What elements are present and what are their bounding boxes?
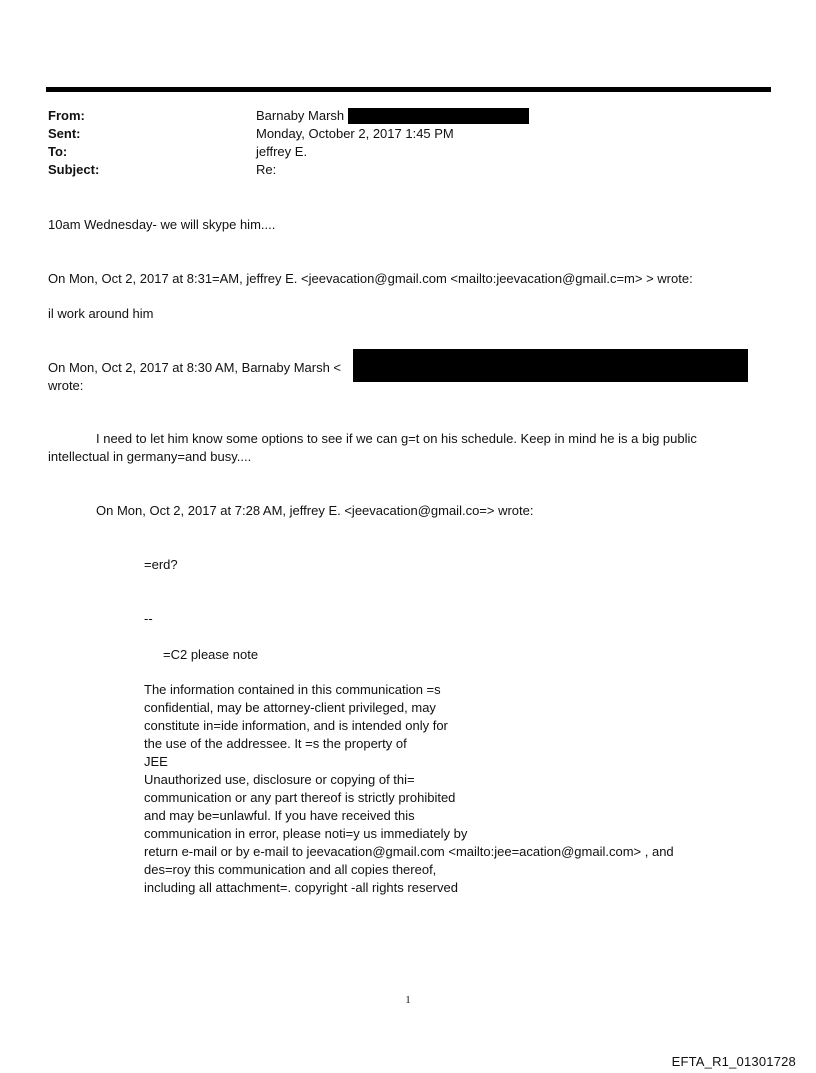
quote2-text-line1: I need to let him know some options to see if we can g=t on his schedule. Keep in mind he is a big public: [96, 431, 697, 446]
disclaimer-line: the use of the addressee. It =s the property of: [144, 736, 407, 751]
document-id: EFTA_R1_01301728: [671, 1054, 796, 1069]
signature-separator: --: [144, 611, 153, 626]
disclaimer-line: confidential, may be attorney-client privileged, may: [144, 700, 436, 715]
reply-line: 10am Wednesday- we will skype him....: [48, 217, 276, 232]
to-label: To:: [48, 144, 68, 159]
subject-value: Re:: [256, 162, 277, 177]
disclaimer-line: and may be=unlawful. If you have received this: [144, 808, 415, 823]
disclaimer-line: Unauthorized use, disclosure or copying of thi=: [144, 772, 415, 787]
sent-value: Monday, October 2, 2017 1:45 PM: [256, 126, 454, 141]
quote1-text: il work around him: [48, 306, 154, 321]
disclaimer-line: constitute in=ide information, and is intended only for: [144, 718, 448, 733]
disclaimer-line: communication or any part thereof is strictly prohibited: [144, 790, 456, 805]
please-note: =C2 please note: [163, 647, 259, 662]
from-label: From:: [48, 108, 85, 123]
quote2-header-line2: wrote:: [48, 378, 84, 393]
disclaimer-line: including all attachment=. copyright -all rights reserved: [144, 880, 458, 895]
redaction-box: [348, 108, 529, 124]
to-value: jeffrey E.: [256, 144, 308, 159]
quote2-text-line2: intellectual in germany=and busy....: [48, 449, 252, 464]
quote3-header: On Mon, Oct 2, 2017 at 7:28 AM, jeffrey E. <jeevacation@gmail.co=> wrote:: [96, 503, 534, 518]
subject-label: Subject:: [48, 162, 100, 177]
header-rule: [46, 87, 771, 92]
quote3-text: =erd?: [144, 557, 178, 572]
disclaimer-line: JEE: [144, 754, 168, 769]
disclaimer-line: return e-mail or by e-mail to jeevacation@gmail.com <mailto:jee=acation@gmail.com> , and: [144, 844, 674, 859]
sent-label: Sent:: [48, 126, 81, 141]
quote2-header-line1: On Mon, Oct 2, 2017 at 8:30 AM, Barnaby Marsh <: [48, 360, 342, 375]
disclaimer-line: des=roy this communication and all copies thereof,: [144, 862, 437, 877]
page-number: 1: [405, 994, 411, 1006]
quote1-header: On Mon, Oct 2, 2017 at 8:31=AM, jeffrey E. <jeevacation@gmail.com <mailto:jeevacation@gmail.c=m> > wrote:: [48, 271, 693, 286]
redaction-box: [353, 349, 748, 382]
from-value: Barnaby Marsh: [256, 108, 345, 123]
disclaimer-line: The information contained in this communication =s: [144, 682, 441, 697]
disclaimer-line: communication in error, please noti=y us immediately by: [144, 826, 468, 841]
